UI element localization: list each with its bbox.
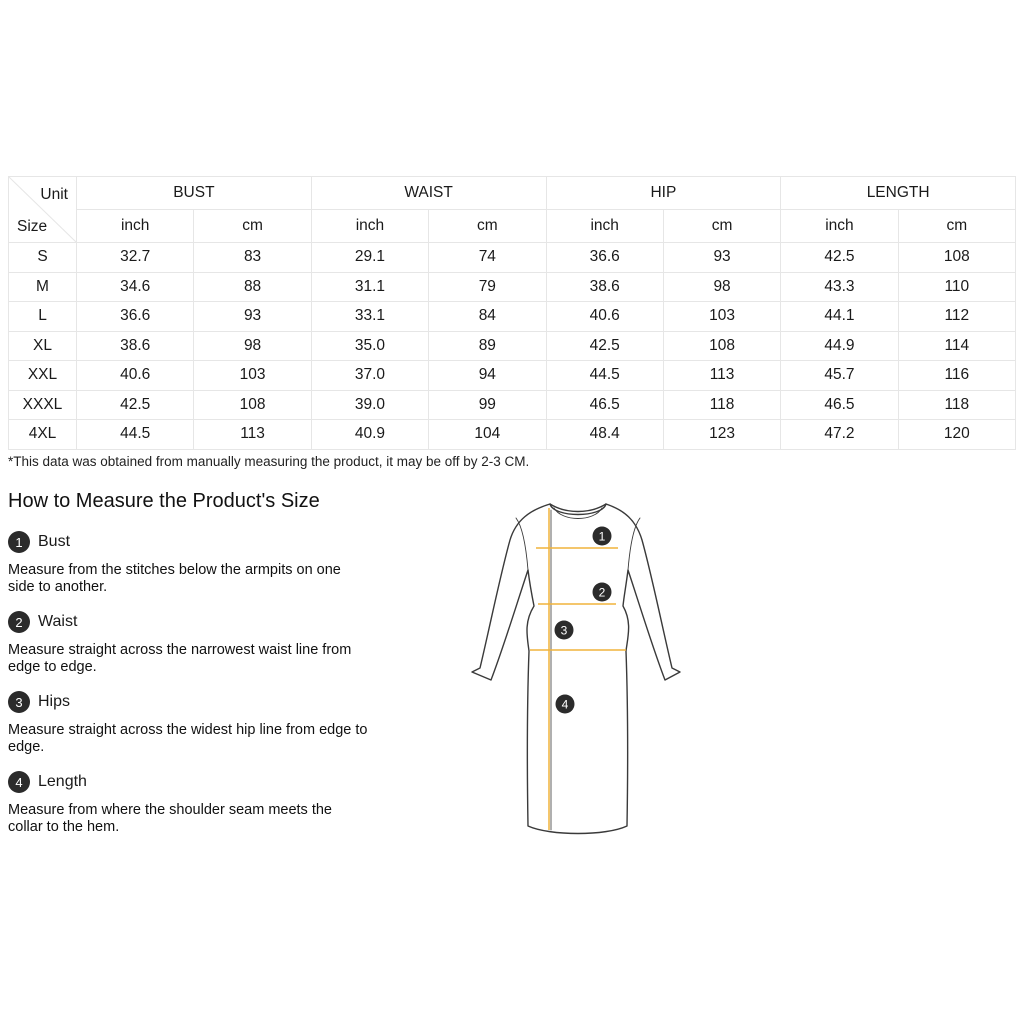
value-cell: 114 <box>898 331 1015 361</box>
step-length <box>8 770 368 836</box>
value-cell: 103 <box>194 361 311 391</box>
unit-header: inch <box>781 210 898 243</box>
value-cell: 103 <box>663 302 780 332</box>
unit-header: inch <box>77 210 194 243</box>
size-cell: XXL <box>9 361 77 391</box>
unit-header: inch <box>546 210 663 243</box>
group-header-length: LENGTH <box>781 177 1016 210</box>
value-cell: 98 <box>663 272 780 302</box>
table-row <box>9 420 1016 450</box>
value-cell: 42.5 <box>781 243 898 273</box>
step-name: Hips <box>38 693 71 710</box>
unit-label: Unit <box>40 186 68 203</box>
value-cell: 40.9 <box>311 420 428 450</box>
table-row <box>9 390 1016 420</box>
step-bust <box>8 530 368 596</box>
step-number-badge: 2 <box>8 611 30 633</box>
step-name: Length <box>38 773 87 790</box>
value-cell: 46.5 <box>546 390 663 420</box>
step-number-badge: 3 <box>8 691 30 713</box>
unit-header: inch <box>311 210 428 243</box>
table-row <box>9 331 1016 361</box>
value-cell: 32.7 <box>77 243 194 273</box>
table-row <box>9 272 1016 302</box>
marker-2 <box>593 583 612 602</box>
step-number-badge: 4 <box>8 771 30 793</box>
group-header-waist: WAIST <box>311 177 546 210</box>
value-cell: 113 <box>663 361 780 391</box>
unit-header: cm <box>194 210 311 243</box>
value-cell: 40.6 <box>77 361 194 391</box>
step-description: Measure straight across the widest hip line from edge to edge. <box>8 722 368 755</box>
size-chart-table <box>8 176 1016 450</box>
value-cell: 44.5 <box>546 361 663 391</box>
size-cell: XL <box>9 331 77 361</box>
value-cell: 44.9 <box>781 331 898 361</box>
step-description: Measure from the stitches below the armpits on one side to another. <box>8 562 341 595</box>
value-cell: 36.6 <box>77 302 194 332</box>
value-cell: 116 <box>898 361 1015 391</box>
group-header-row <box>9 177 1016 210</box>
value-cell: 108 <box>898 243 1015 273</box>
value-cell: 79 <box>429 272 546 302</box>
value-cell: 31.1 <box>311 272 428 302</box>
value-cell: 89 <box>429 331 546 361</box>
value-cell: 123 <box>663 420 780 450</box>
value-cell: 83 <box>194 243 311 273</box>
value-cell: 93 <box>663 243 780 273</box>
step-description: Measure from where the shoulder seam meets the collar to the hem. <box>8 802 332 835</box>
step-waist <box>8 610 368 676</box>
size-cell: 4XL <box>9 420 77 450</box>
svg-text:3: 3 <box>560 623 568 638</box>
step-number-badge: 1 <box>8 531 30 553</box>
step-description: Measure straight across the narrowest waist line from edge to edge. <box>8 642 352 675</box>
unit-header: cm <box>429 210 546 243</box>
svg-text:1: 1 <box>598 529 606 544</box>
marker-3 <box>555 621 574 640</box>
value-cell: 46.5 <box>781 390 898 420</box>
value-cell: 42.5 <box>77 390 194 420</box>
value-cell: 94 <box>429 361 546 391</box>
size-label: Size <box>17 218 48 235</box>
value-cell: 112 <box>898 302 1015 332</box>
value-cell: 34.6 <box>77 272 194 302</box>
marker-1 <box>593 527 612 546</box>
value-cell: 33.1 <box>311 302 428 332</box>
value-cell: 99 <box>429 390 546 420</box>
size-cell: S <box>9 243 77 273</box>
group-header-hip: HIP <box>546 177 781 210</box>
value-cell: 108 <box>194 390 311 420</box>
svg-text:4: 4 <box>561 697 569 712</box>
value-cell: 120 <box>898 420 1015 450</box>
measurement-lines <box>530 508 626 830</box>
guide-title: How to Measure the Product's Size <box>8 490 320 512</box>
value-cell: 45.7 <box>781 361 898 391</box>
dress-outline <box>472 504 680 834</box>
size-cell: M <box>9 272 77 302</box>
value-cell: 110 <box>898 272 1015 302</box>
table-corner-cell <box>9 177 77 243</box>
step-name: Waist <box>38 613 78 630</box>
value-cell: 44.1 <box>781 302 898 332</box>
group-header-bust: BUST <box>77 177 312 210</box>
value-cell: 98 <box>194 331 311 361</box>
value-cell: 42.5 <box>546 331 663 361</box>
unit-header: cm <box>898 210 1015 243</box>
size-cell: L <box>9 302 77 332</box>
step-hips <box>8 690 368 756</box>
value-cell: 38.6 <box>77 331 194 361</box>
table-row <box>9 361 1016 391</box>
value-cell: 113 <box>194 420 311 450</box>
size-rows <box>9 243 1016 450</box>
value-cell: 104 <box>429 420 546 450</box>
unit-header-row <box>9 210 1016 243</box>
svg-text:2: 2 <box>598 585 606 600</box>
value-cell: 48.4 <box>546 420 663 450</box>
value-cell: 44.5 <box>77 420 194 450</box>
measurement-note: *This data was obtained from manually measuring the product, it may be off by 2-3 CM. <box>8 454 530 469</box>
value-cell: 40.6 <box>546 302 663 332</box>
value-cell: 118 <box>898 390 1015 420</box>
value-cell: 29.1 <box>311 243 428 273</box>
marker-4 <box>556 695 575 714</box>
unit-header: cm <box>663 210 780 243</box>
step-name: Bust <box>38 533 71 550</box>
size-cell: XXXL <box>9 390 77 420</box>
value-cell: 88 <box>194 272 311 302</box>
dress-diagram <box>466 496 690 840</box>
value-cell: 37.0 <box>311 361 428 391</box>
value-cell: 74 <box>429 243 546 273</box>
value-cell: 38.6 <box>546 272 663 302</box>
value-cell: 118 <box>663 390 780 420</box>
table-row <box>9 302 1016 332</box>
value-cell: 84 <box>429 302 546 332</box>
value-cell: 108 <box>663 331 780 361</box>
value-cell: 93 <box>194 302 311 332</box>
value-cell: 36.6 <box>546 243 663 273</box>
value-cell: 35.0 <box>311 331 428 361</box>
table-row <box>9 243 1016 273</box>
value-cell: 47.2 <box>781 420 898 450</box>
value-cell: 39.0 <box>311 390 428 420</box>
value-cell: 43.3 <box>781 272 898 302</box>
